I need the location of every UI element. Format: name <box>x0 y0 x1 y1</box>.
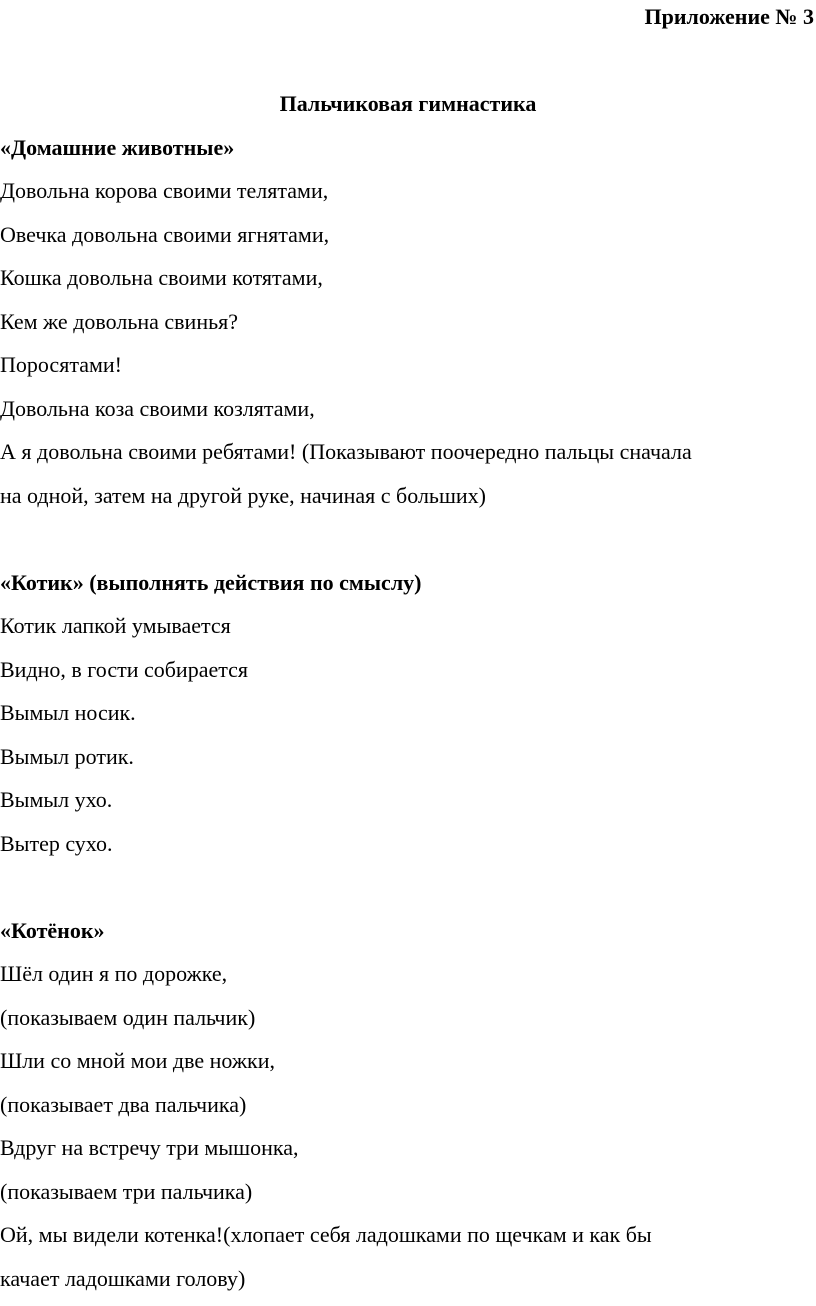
verse-line: Кем же довольна свинья? <box>0 308 239 334</box>
verse-line: (показываем один пальчик) <box>0 1004 256 1030</box>
blank-line <box>0 865 816 909</box>
verse-line: Довольна корова своими телятами, <box>0 178 329 203</box>
blank-line <box>0 517 816 561</box>
verse-line: Овечка довольна своими ягнятами, <box>0 221 330 247</box>
verse-line: на одной, затем на другой руке, начиная с больших) <box>0 482 487 508</box>
verse-line: Кошка довольна своими котятами, <box>0 265 323 290</box>
verse-line: Видно, в гости собирается <box>0 656 249 682</box>
verse-line: Шли со мной мои две ножки, <box>0 1048 275 1073</box>
verse-line: Ой, мы видели котенка!(хлопает себя ладошками по щечкам и как бы <box>0 1222 652 1247</box>
blank-line <box>0 39 816 83</box>
verse-line: Вдруг на встречу три мышонка, <box>0 1135 299 1160</box>
verse-line: (показывает два пальчика) <box>0 1091 247 1117</box>
verse-line: Вытер сухо. <box>0 830 113 856</box>
section-heading: «Котик» (выполнять действия по смыслу) <box>0 569 422 595</box>
verse-line: Вымыл ротик. <box>0 743 134 769</box>
verse-line: (показываем три пальчика) <box>0 1178 253 1204</box>
verse-line: Вымыл носик. <box>0 700 136 725</box>
verse-line: Довольна коза своими козлятами, <box>0 395 315 421</box>
section-heading: «Домашние животные» <box>0 134 235 160</box>
section-heading: «Котёнок» <box>0 917 105 943</box>
appendix-label: Приложение № 3 <box>644 4 814 29</box>
sections <box>0 126 816 1301</box>
verse-line: качает ладошками голову) <box>0 1265 246 1291</box>
document-title: Пальчиковая гимнастика <box>279 91 537 116</box>
verse-line: Поросятами! <box>0 352 122 377</box>
verse-line: А я довольна своими ребятами! (Показывают поочередно пальцы сначала <box>0 439 692 464</box>
verse-line: Вымыл ухо. <box>0 787 113 812</box>
verse-line: Котик лапкой умывается <box>0 613 231 638</box>
verse-line: Шёл один я по дорожке, <box>0 961 228 986</box>
